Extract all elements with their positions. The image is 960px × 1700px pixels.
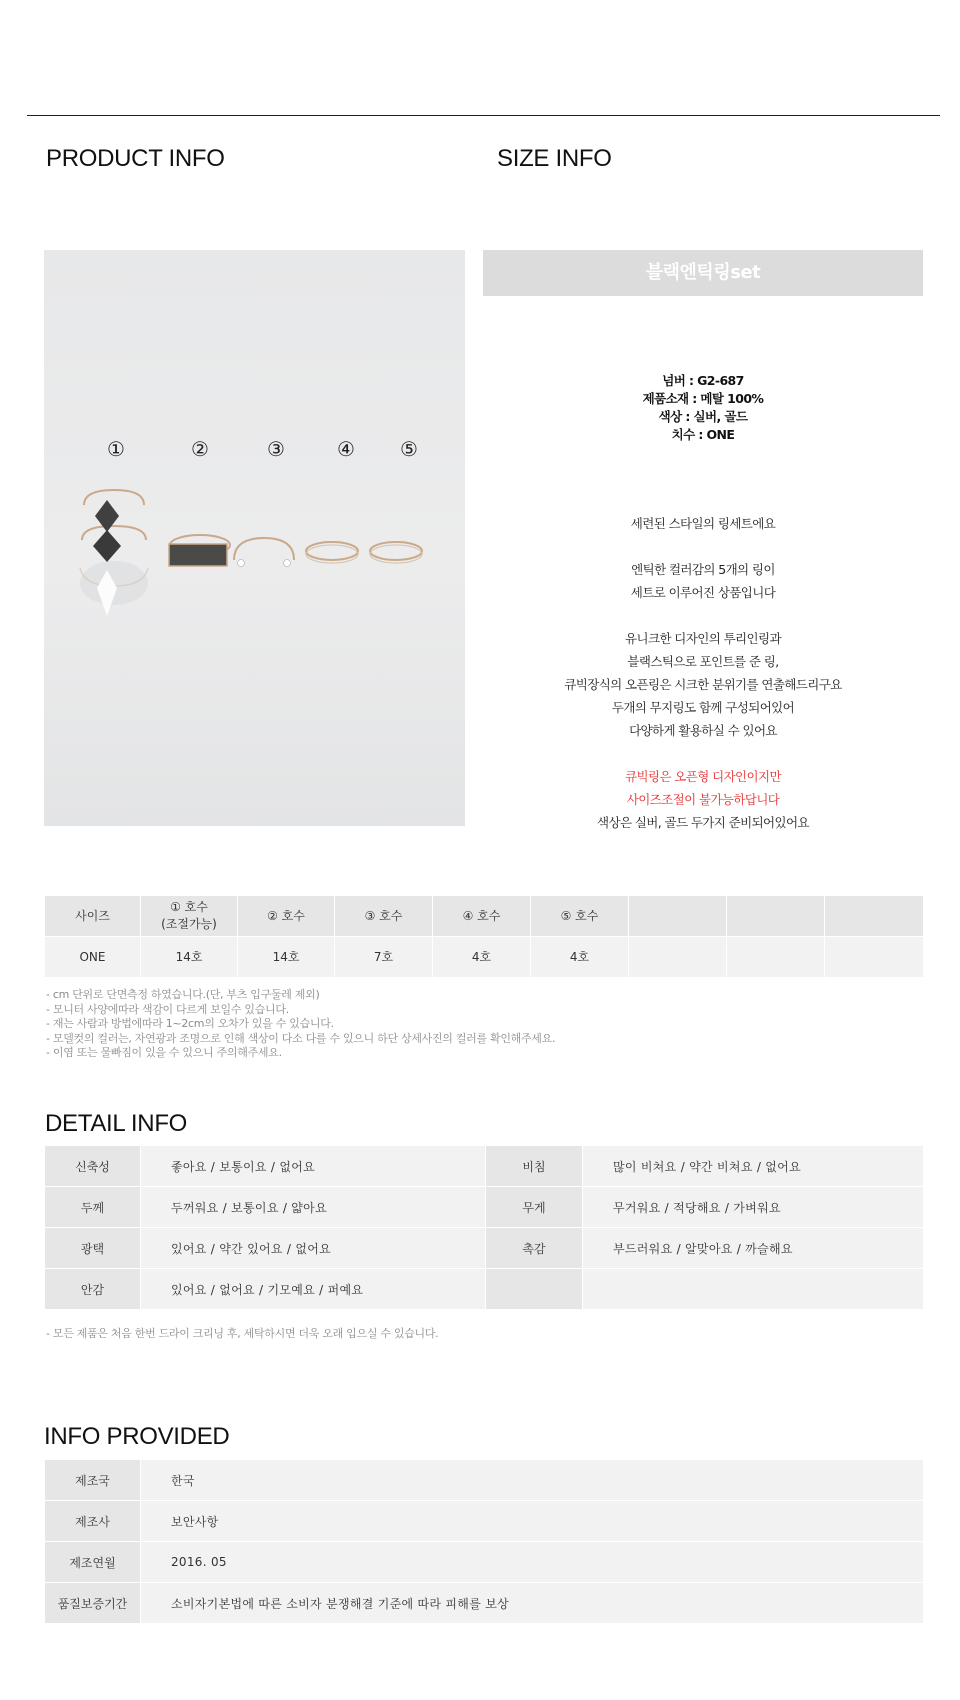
size-cell: ONE: [45, 937, 141, 978]
provided-key: 제조사: [45, 1501, 141, 1542]
size-table-header: [45, 896, 924, 937]
provided-table: [44, 1459, 924, 1624]
detail-info-heading: DETAIL INFO: [45, 1110, 188, 1137]
table-row: [45, 1542, 924, 1583]
size-cell: [727, 937, 825, 978]
ring-number-4: ④: [337, 437, 355, 461]
spec-number: 넘버 : G2-687: [662, 373, 744, 388]
note-line: - 이염 또는 물빠짐이 있을 수 있으니 주의해주세요.: [46, 1046, 282, 1060]
detail-note: - 모든 제품은 처음 한번 드라이 크리닝 후, 세탁하시면 더욱 오래 입으실 수 있습니다.: [46, 1327, 439, 1340]
provided-key: 품질보증기간: [45, 1583, 141, 1624]
detail-value: [583, 1269, 924, 1310]
provided-value: 2016. 05: [141, 1542, 924, 1583]
provided-value: 보안사항: [141, 1501, 924, 1542]
ring-photo-icon: [44, 250, 465, 826]
detail-key: 광택: [45, 1228, 141, 1269]
size-cell: 14호: [141, 937, 238, 978]
detail-key: 두께: [45, 1187, 141, 1228]
size-header-cell: [629, 896, 727, 937]
detail-value: 좋아요 / 보통이요 / 없어요: [141, 1146, 486, 1187]
size-cell: 14호: [238, 937, 335, 978]
table-row: [45, 1460, 924, 1501]
size-header-cell: ③ 호수: [335, 896, 433, 937]
size-cell: 4호: [531, 937, 629, 978]
spec-size: 치수 : ONE: [671, 427, 735, 442]
top-divider: [27, 115, 940, 116]
product-spec: [483, 372, 923, 444]
table-row: [45, 937, 924, 978]
size-header-cell: 사이즈: [45, 896, 141, 937]
warning-line: 큐빅링은 오픈형 디자인이지만: [625, 769, 781, 784]
desc-line: 엔틱한 컬러감의 5개의 링이: [631, 562, 775, 577]
detail-value: 두꺼워요 / 보통이요 / 얇아요: [141, 1187, 486, 1228]
detail-key: 안감: [45, 1269, 141, 1310]
size-cell: [825, 937, 924, 978]
detail-key: 무게: [486, 1187, 583, 1228]
table-row: [45, 1501, 924, 1542]
table-row: [45, 1228, 924, 1269]
note-line: - 모니터 사양에따라 색감이 다르게 보일수 있습니다.: [46, 1002, 289, 1016]
provided-value: 한국: [141, 1460, 924, 1501]
detail-value: 부드러워요 / 알맞아요 / 까슬해요: [583, 1228, 924, 1269]
table-row: [45, 1269, 924, 1310]
spec-material: 제품소재 : 메탈 100%: [642, 391, 764, 406]
info-provided-heading: INFO PROVIDED: [44, 1423, 230, 1450]
note-line: - 모델컷의 컬러는, 자연광과 조명으로 인해 색상이 다소 다를 수 있으니 하단 상세사진의 컬러를 확인해주세요.: [46, 1031, 556, 1045]
size-header-cell: [727, 896, 825, 937]
desc-line: 세트로 이루어진 상품입니다: [630, 585, 776, 600]
table-row: [45, 1583, 924, 1624]
color-note: 색상은 실버, 골드 두가지 준비되어있어요: [597, 815, 809, 830]
size-header-cell: ④ 호수: [433, 896, 531, 937]
table-row: [45, 1187, 924, 1228]
size-cell: 7호: [335, 937, 433, 978]
provided-key: 제조연월: [45, 1542, 141, 1583]
product-photo: [44, 250, 465, 826]
size-header-cell: [825, 896, 924, 937]
detail-value: 많이 비쳐요 / 약간 비쳐요 / 없어요: [583, 1146, 924, 1187]
size-notes: [46, 988, 555, 1061]
size-header-cell: ⑤ 호수: [531, 896, 629, 937]
detail-key: 신축성: [45, 1146, 141, 1187]
ring-3-icon: [234, 538, 294, 567]
ring-number-5: ⑤: [400, 437, 418, 461]
detail-key: [486, 1269, 583, 1310]
desc-line: 세련된 스타일의 링세트에요: [630, 516, 776, 531]
size-header-cell: ① 호수 (조절가능): [141, 896, 238, 937]
ring-2-icon: [169, 535, 230, 566]
desc-line: 유니크한 디자인의 투리인링과: [625, 631, 781, 646]
ring-number-2: ②: [191, 437, 209, 461]
detail-value: 있어요 / 약간 있어요 / 없어요: [141, 1228, 486, 1269]
provided-key: 제조국: [45, 1460, 141, 1501]
desc-line: 블랙스틱으로 포인트를 준 링,: [627, 654, 779, 669]
note-line: - cm 단위로 단면측정 하였습니다.(단, 부츠 입구둘레 제외): [46, 988, 320, 1001]
product-description: [483, 512, 923, 834]
detail-value: 무거워요 / 적당해요 / 가벼워요: [583, 1187, 924, 1228]
ring-5-icon: [370, 542, 422, 563]
detail-value: 있어요 / 없어요 / 기모예요 / 퍼예요: [141, 1269, 486, 1310]
table-row: [45, 1146, 924, 1187]
size-table: [44, 895, 924, 978]
detail-key: 비침: [486, 1146, 583, 1187]
desc-line: 큐빅장식의 오픈링은 시크한 분위기를 연출해드리구요: [564, 677, 842, 692]
size-cell: [629, 937, 727, 978]
desc-line: 두개의 무지링도 함께 구성되어있어: [611, 700, 795, 715]
spec-color: 색상 : 실버, 골드: [658, 409, 748, 424]
warning-line: 사이즈조절이 불가능하답니다: [626, 792, 780, 807]
note-line: - 재는 사람과 방법에따라 1~2cm의 오차가 있을 수 있습니다.: [46, 1017, 334, 1031]
product-name-banner: 블랙엔틱링set: [483, 250, 923, 296]
ring-number-1: ①: [107, 437, 125, 461]
product-info-heading: PRODUCT INFO: [46, 145, 225, 172]
provided-value: 소비자기본법에 따른 소비자 분쟁해결 기준에 따라 피해를 보상: [141, 1583, 924, 1624]
size-cell: 4호: [433, 937, 531, 978]
detail-table: [44, 1145, 924, 1310]
ring-number-3: ③: [267, 437, 285, 461]
ring-4-icon: [306, 542, 358, 563]
size-header-cell: ② 호수: [238, 896, 335, 937]
detail-key: 촉감: [486, 1228, 583, 1269]
size-info-heading: SIZE INFO: [497, 145, 612, 172]
desc-line: 다양하게 활용하실 수 있어요: [629, 723, 777, 738]
